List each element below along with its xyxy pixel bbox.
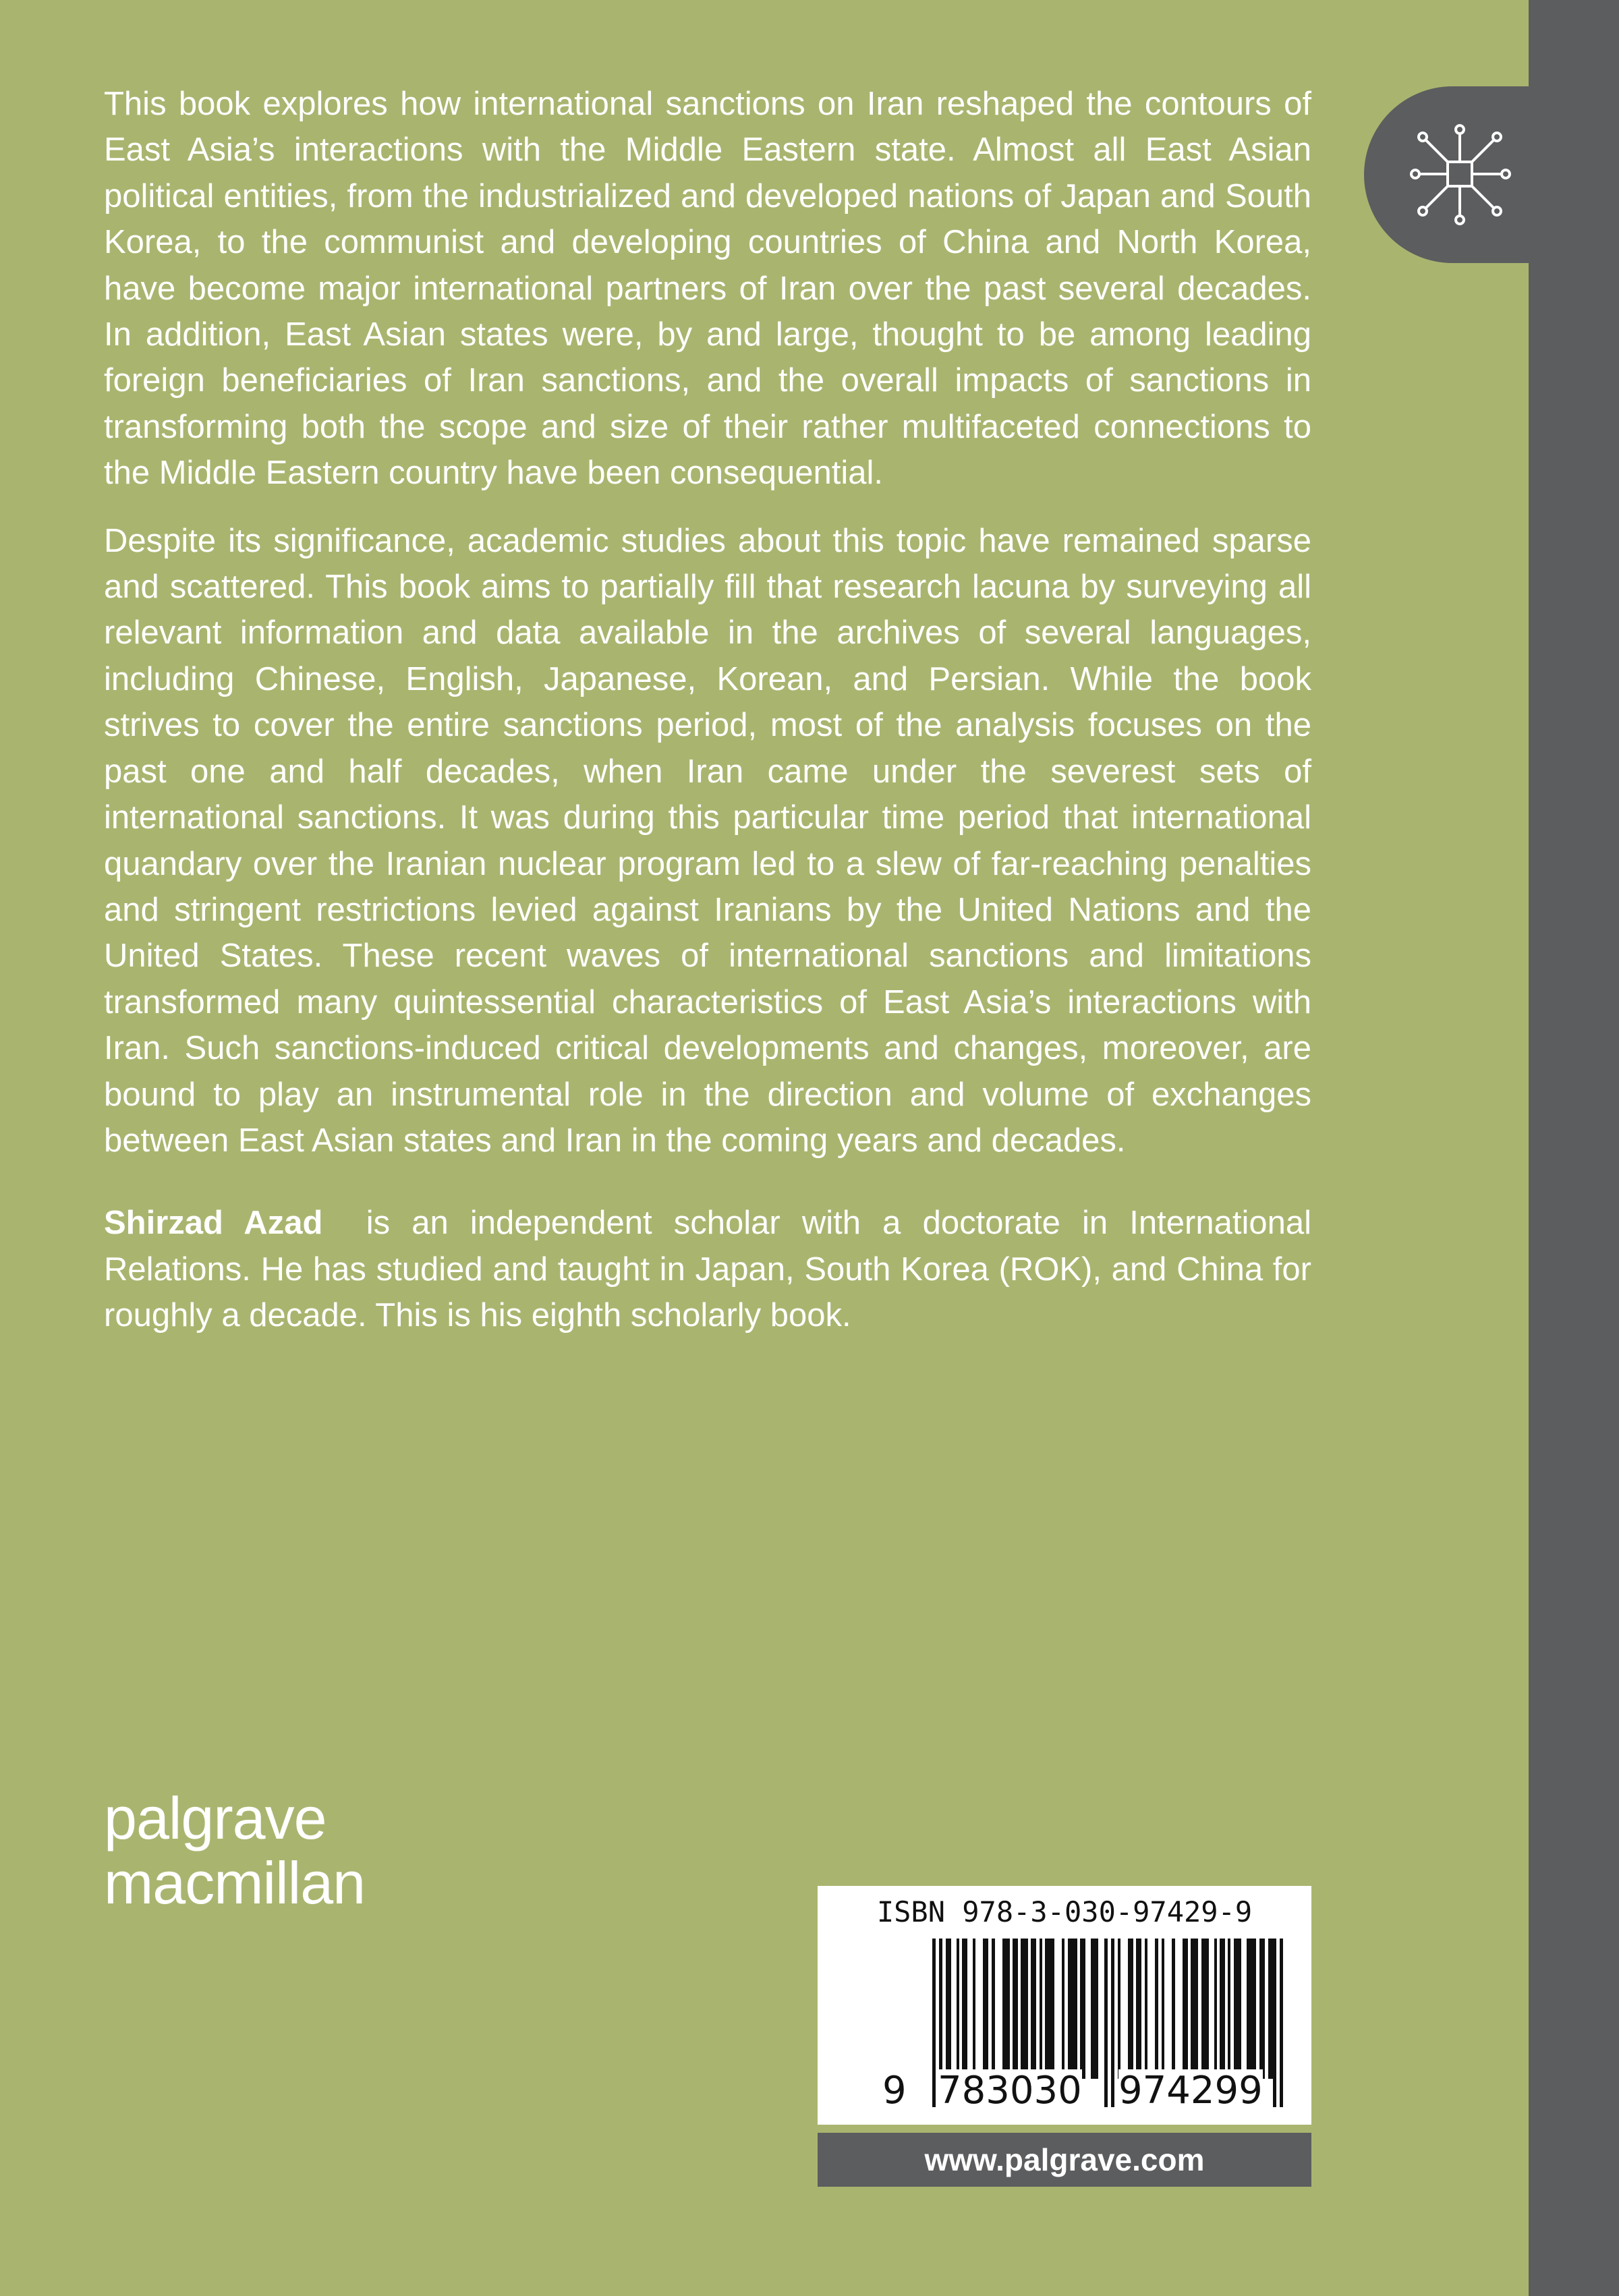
description-paragraph-2: Despite its significance, academic studies about this topic have remained sparse and scattered. This book aims to partially fill that research lacuna by surveying all relevant information and data available in the archives of several languages, including Chinese, English, Japanese, Korean, and Persian. While the book strives to cover the entire sanctions period, most of the analysis focuses on the past one and half decades, when Iran came under the severest sets of international sanctions. It was during this particular time period that international quandary over the Iranian nuclear program led to a slew of far-reaching penalties and stringent restrictions levied against Iranians by the United Nations and the United States. These recent waves of international sanctions and limitations transformed many quintessential characteristics of East Asia’s interactions with Iran. Such sanctions-induced critical developments and changes, moreover, are bound to play an instrumental role in the direction and volume of exchanges between East Asian states and Iran in the coming years and decades. [104,522,1311,1159]
description-paragraph-1: This book explores how international sanctions on Iran reshaped the contours of East Asia’s interactions with the Middle Eastern state. Almost all East Asian political entities, from the industrialized and developed nations of Japan and South Korea, to the communist and developing countries of China and North Korea, have become major international partners of Iran over the past several decades. In addition, East Asian states were, by and large, thought to be among leading foreign beneficiaries of Iran sanctions, and the overall impacts of sanctions in transforming both the scope and size of their rather multifaceted connections to the Middle Eastern country have been consequential. [104,86,1311,492]
barcode-bar [1080,1939,1085,2079]
barcode-bar [1002,1939,1010,2079]
barcode-bar [1068,1939,1077,2079]
barcode-bar [1155,1939,1158,2079]
publisher-name-line-1: palgrave [104,1785,326,1852]
barcode-bar [1280,1939,1283,2107]
isbn-label: ISBN 978-3-030-97429-9 [876,1895,1253,1928]
barcode-bar [1031,1939,1036,2079]
barcode-bar [1273,1939,1276,2107]
barcode-bar [1013,1939,1018,2079]
isbn-barcode [818,1886,1311,2125]
barcode-bar [1220,1939,1225,2079]
barcode-bar [1104,1939,1108,2107]
barcode-bar [1191,1939,1198,2079]
barcode-bar [932,1939,936,2107]
barcode-bar [1040,1939,1042,2079]
barcode-bar [1201,1939,1209,2079]
barcode-bar [1136,1939,1141,2079]
barcode-bar [1062,1939,1064,2079]
barcode-bar [1247,1939,1256,2079]
palgrave-network-icon [1392,107,1527,241]
barcode-bar [1128,1939,1133,2079]
barcode-bar [1162,1939,1164,2079]
barcode-bar [1045,1939,1054,2079]
barcode-bar [983,1939,988,2079]
barcode-bar [1021,1939,1028,2079]
barcode-bar [1091,1939,1098,2079]
barcode-bar [962,1939,967,2079]
barcode-bar [973,1939,975,2079]
barcode-bar [1214,1939,1217,2079]
author-bio [104,1200,1311,1338]
barcode-bar [1259,1939,1265,2079]
publisher-name-line-2: macmillan [104,1849,366,1916]
publisher-website: www.palgrave.com [818,2133,1311,2187]
publisher-logo-tab [1364,86,1529,263]
barcode-bar [992,1939,995,2079]
barcode-bar [946,1939,951,2079]
book-spine [1529,0,1619,2296]
barcode-digits-left: 783030 [938,2069,1082,2113]
barcode-bar [1145,1939,1147,2079]
author-name: Shirzad Azad [104,1205,323,1242]
author-bio-text: is an independent scholar with a doctorate in International Relations. He has studied and taught in Japan, South Korea (ROK), and China for roughly a decade. This is his eighth scholarly book. [104,1205,1312,1334]
publisher-wordmark [104,1786,365,1916]
barcode-digits-right: 974299 [1118,2069,1263,2113]
barcode-bar [957,1939,959,2079]
barcode-bar [1118,1939,1120,2079]
barcode-bar [1234,1939,1241,2079]
barcode-bar [1183,1939,1188,2079]
barcode-digit-first: 9 [882,2069,907,2113]
barcode-bar [1172,1939,1175,2079]
barcode-bar [1111,1939,1114,2107]
back-cover-text [104,81,1311,1360]
barcode-bar [1228,1939,1230,2079]
barcode-bar [1268,1939,1274,2079]
